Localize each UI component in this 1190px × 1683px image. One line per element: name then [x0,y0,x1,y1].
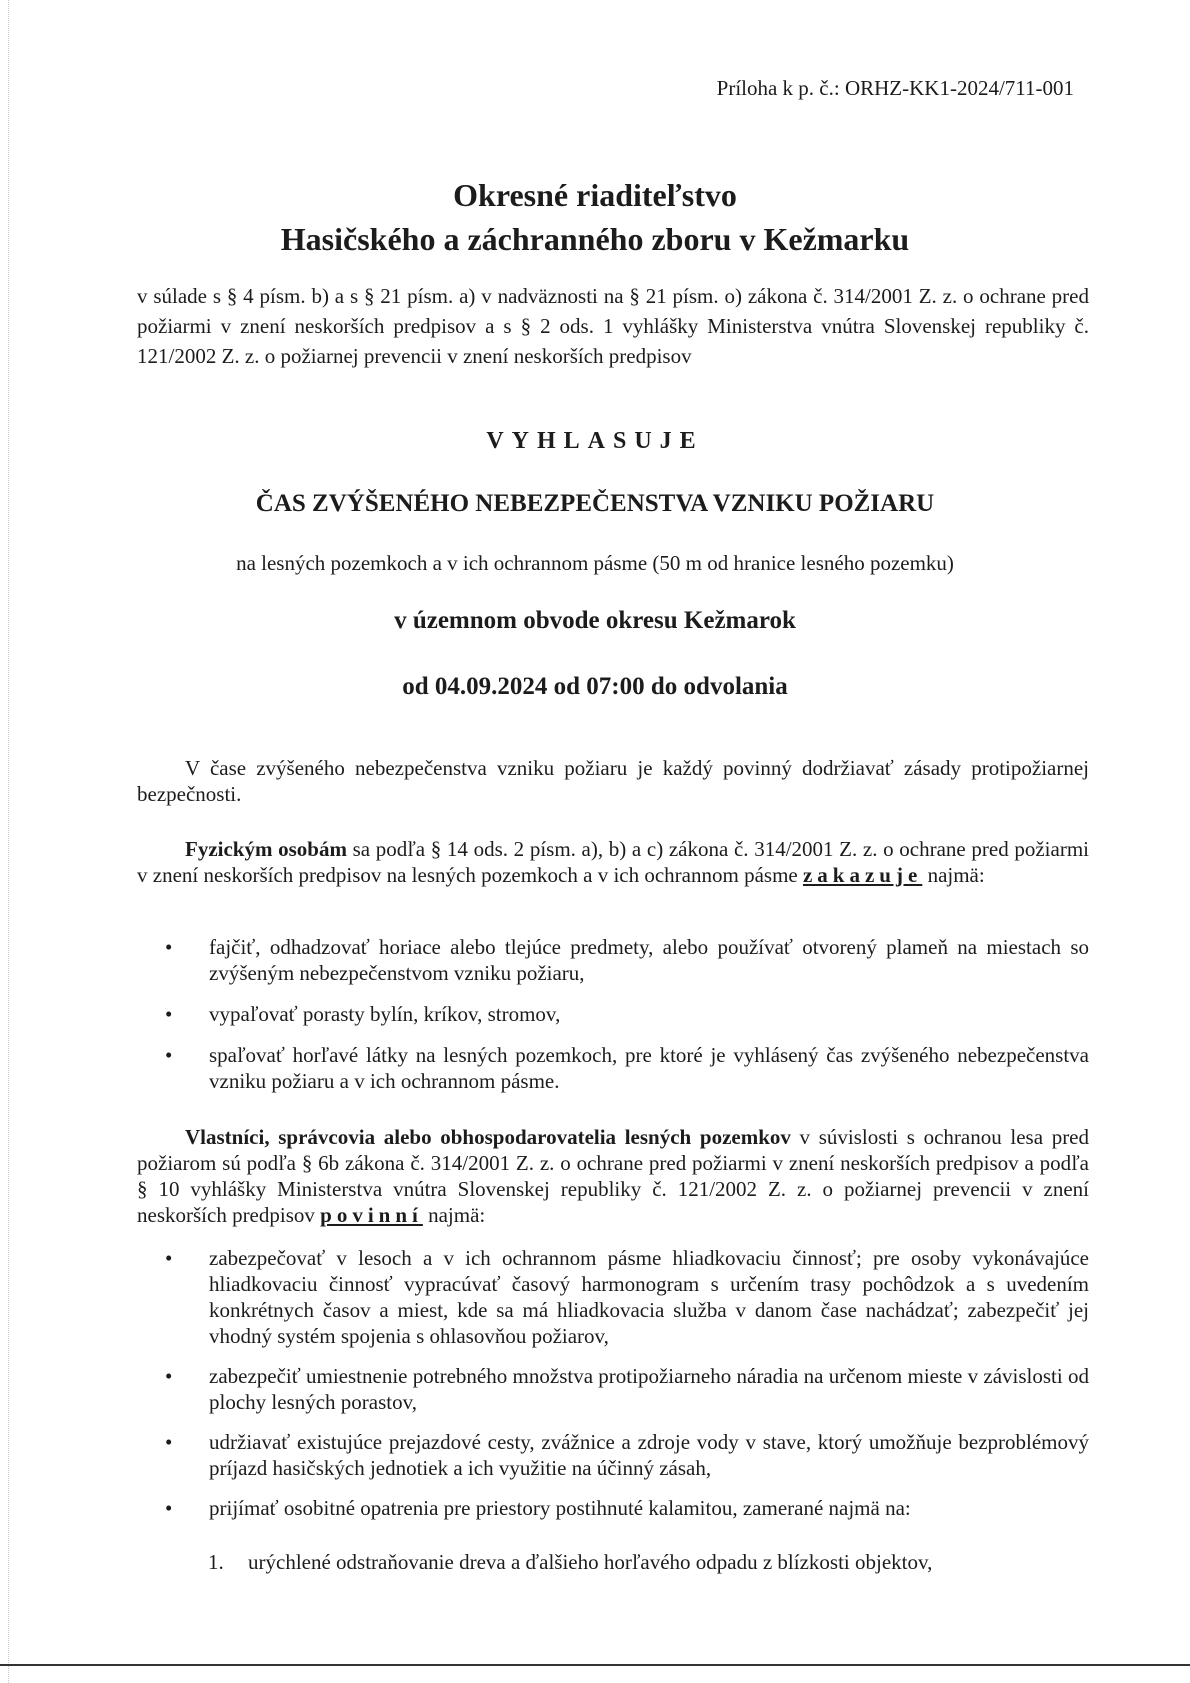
announcement-heading: ČAS ZVÝŠENÉHO NEBEZPEČENSTVA VZNIKU POŽIARU [255,490,935,517]
bullet-icon: • [165,935,173,959]
owners-label: Vlastníci, správcovia alebo obhospodarovatelia lesných pozemkov [185,1125,791,1149]
bullet-icon: • [165,1430,173,1454]
organization-name-line1: Okresné riaditeľstvo [453,177,737,213]
list-item-text: prijímať osobitné opatrenia pre priestory postihnuté kalamitou, zamerané najmä na: [209,1496,911,1520]
prohibitions-list [137,934,1089,1109]
organization-name-line2: Hasičského a záchranného zboru v Kežmarku [280,221,910,257]
announcement-scope: na lesných pozemkoch a v ich ochrannom pásme (50 m od hranice lesného pozemku) [236,551,954,575]
owners-paragraph [137,1124,1089,1228]
prohibits-emphasis: zakazuje [802,863,923,887]
bullet-icon: • [165,1364,173,1388]
individuals-label: Fyzickým osobám [185,837,347,861]
legal-basis-text: v súlade s § 4 písm. b) a s § 21 písm. a) v nadväznosti na § 21 písm. o) zákona č. 314/2001 Z. z. o ochrane pred požiarmi v znení neskorších predpisov a s § 2 ods. 1 vyhlášky Ministerstva vnútra Slovenskej republiky č. 121/2002 Z. z. o požiarnej prevencii v znení neskorších predpisov [137,284,1089,368]
list-item-text: spaľovať horľavé látky na lesných pozemkoch, pre ktoré je vyhlásený čas zvýšeného nebezpečenstva vzniku požiaru a v ich ochrannom pásme. [209,1043,1089,1093]
obliged-emphasis: povinní [320,1203,423,1227]
calamity-measures-list [208,1549,1088,1575]
individuals-text-end: najmä: [922,863,985,887]
obligations-list [137,1245,1089,1535]
bullet-icon: • [165,1246,173,1270]
bottom-rule [0,1664,1190,1666]
individuals-paragraph [137,836,1089,888]
announcement-period: od 04.09.2024 od 07:00 do odvolania [402,673,788,700]
list-item [137,1363,1089,1415]
list-item-text: udržiavať existujúce prejazdové cesty, zvážnice a zdroje vody v stave, ktorý umožňuje bezproblémový príjazd hasičských jednotiek a ich využitie na účinný zásah, [209,1430,1089,1480]
list-item [137,1495,1089,1521]
list-item [137,1042,1089,1094]
list-item [137,1001,1089,1027]
bullet-icon: • [165,1043,173,1067]
reference-number: Príloha k p. č.: ORHZ-KK1-2024/711-001 [716,76,1074,100]
individuals-text: sa podľa § 14 ods. 2 písm. a), b) a c) zákona č. 314/2001 Z. z. o ochrane pred požiarmi v znení neskorších predpisov na lesných pozemkoch a v ich ochrannom pásme [137,837,1089,887]
general-duty-paragraph: V čase zvýšeného nebezpečenstva vzniku požiaru je každý povinný dodržiavať zásady protipožiarnej bezpečnosti. [137,756,1089,806]
bullet-icon: • [165,1002,173,1026]
owners-text-end: najmä: [422,1203,486,1227]
numbered-item-text: urýchlené odstraňovanie dreva a ďalšieho horľavého odpadu z blízkosti objektov, [248,1550,933,1574]
list-item-text: vypaľovať porasty bylín, kríkov, stromov, [209,1002,561,1026]
list-item-text: fajčiť, odhadzovať horiace alebo tlejúce predmety, alebo používať otvorený plameň na miestach so zvýšeným nebezpečenstvom vzniku požiaru, [209,935,1089,985]
item-number: 1. [208,1550,224,1574]
list-item [137,1245,1089,1349]
list-item [137,934,1089,986]
announcement-territory: v územnom obvode okresu Kežmarok [394,607,796,634]
bullet-icon: • [165,1496,173,1520]
declares-heading: VYHLASUJE [486,428,704,454]
owners-text: v súvislosti s ochranou lesa pred požiarom sú podľa § 6b zákona č. 314/2001 Z. z. o ochrane pred požiarmi v znení neskorších predpisov a podľa § 10 vyhlášky Ministerstva vnútra Slovenskej republiky č. 121/2002 Z. z. o požiarnej prevencii v znení neskorších predpisov [137,1125,1090,1227]
list-item-text: zabezpečiť umiestnenie potrebného množstva protipožiarneho náradia na určenom mieste v závislosti od plochy lesných porastov, [209,1364,1089,1414]
numbered-item [208,1549,1088,1575]
list-item [137,1429,1089,1481]
list-item-text: zabezpečovať v lesoch a v ich ochrannom pásme hliadkovaciu činnosť; pre osoby vykonávajúce hliadkovaciu činnosť vypracúvať časový harmonogram s určením trasy pochôdzok a s uvedením konkrétnych časov a miest, kde sa má hliadkovacia služba v danom čase nachádzať; zabezpečiť jej vhodný systém spojenia s ohlasovňou požiarov, [209,1246,1089,1348]
